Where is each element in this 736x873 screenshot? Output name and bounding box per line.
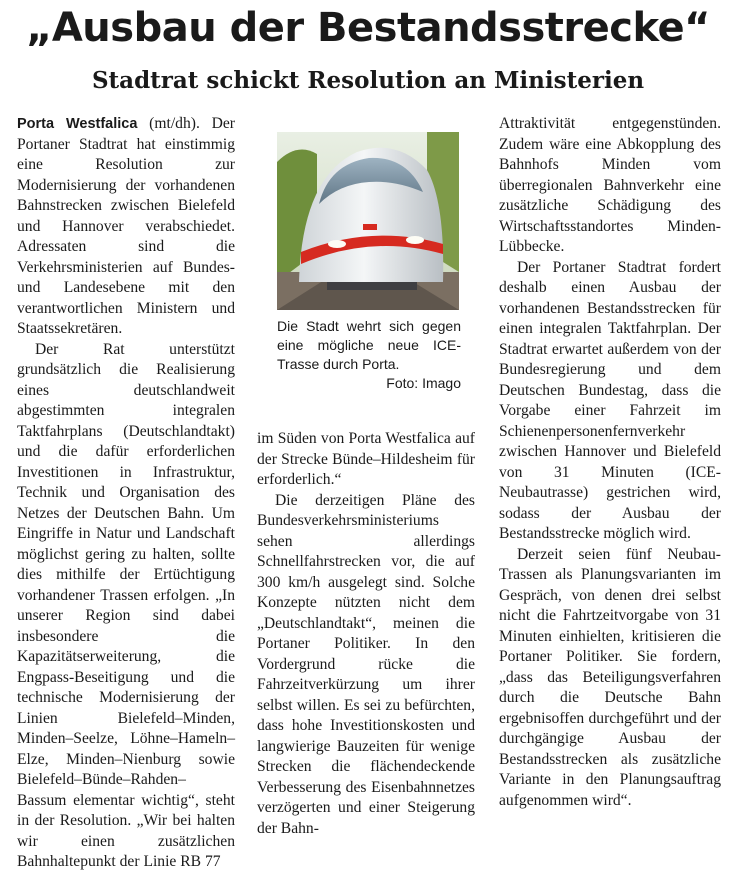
- caption-text: Die Stadt wehrt sich gegen eine mögliche neue ICE-Trasse durch Porta.: [277, 318, 461, 372]
- ice-train-photo: [277, 132, 459, 310]
- article-column-1: [17, 114, 235, 873]
- photo-credit: Foto: Imago: [386, 375, 461, 391]
- headline: „Ausbau der Bestandsstrecke“: [26, 5, 710, 51]
- paragraph: Der Rat unterstützt grundsätzlich die Realisierung eines deutschlandweit abgestimmten integralen Taktfahrplans (Deutschlandtakt) und die dafür erforderlichen Investitionen in Infrastruktur, Technik und Organisation des Netzes der Deutschen Bahn. Um Eingriffe in Natur und Landschaft möglichst gering zu halten, sollte dies mithilfe der Ertüchtigung vorhandener Trassen erfolgen. „In unserer Region sind dabei insbesondere die Kapazitätserweiterung, die Engpass-Beseitigung und die technische Modernisierung der Linien Bielefeld–Minden, Minden–Seelze, Löhne–Hameln–Elze, Minden–Nienburg sowie Bielefeld–Bünde–Rahden–Bassum elementar wichtig“, steht in der Resolution. „Wir bei halten wir einen zusätzlichen Bahnhaltepunkt der Linie RB 77: [17, 340, 235, 870]
- photo-caption: [277, 317, 461, 393]
- paragraph: Attraktivität entgegenstünden. Zudem wäre eine Abkopplung des Bahnhofs Minden vom überregionalen Bahnverkehr eine zusätzliche Schädigung des Wirtschaftsstandortes Minden-Lübbecke.: [499, 115, 721, 255]
- paragraph-text: (mt/dh). Der Portaner Stadtrat hat einstimmig eine Resolution zur Modernisierung der vorhandenen Bahnstrecken zwischen Bielefeld und Hannover verabschiedet. Adressaten sind die Verkehrsministerien auf Bundes- und Landesebene mit den verantwortlichen Ministern und Staatssekretären.: [17, 115, 235, 337]
- article-column-2: [257, 429, 475, 839]
- paragraph: Der Portaner Stadtrat fordert deshalb einen Ausbau der vorhandenen Bestandsstrecken für einen integralen Taktfahrplan. Der Stadtrat erwartet außerdem von der Bundesregierung und dem Deutschen Bundestag, dass die Vorgabe einer Fahrzeit im Schienenpersonenfernverkehr zwischen Hannover und Bielefeld von 31 Minuten (ICE-Neubautrasse) gestrichen wird, sodass der Ausbau der Bestandsstrecke möglich wird.: [499, 258, 721, 542]
- paragraph: [17, 114, 235, 340]
- dateline: Porta Westfalica: [17, 116, 138, 132]
- paragraph: im Süden von Porta Westfalica auf der Strecke Bünde–Hildesheim für erforderlich.“: [257, 430, 475, 488]
- paragraph: Die derzeitigen Pläne des Bundesverkehrsministeriums sehen allerdings Schnellfahrstrecken vor, die auf 300 km/h ausgelegt sind. Solche Konzepte nützten nicht dem „Deutschlandtakt“, meinen die Portaner Politiker. In den Vordergrund rücke die Fahrzeitverkürzung um ihrer selbst willen. Es sei zu befürchten, dass hohe Investitionskosten und langwierige Bauzeiten für wenige Strecken die flächendeckende Verbesserung des Eisenbahnnetzes verzögerten und einer Steigerung der Bahn-: [257, 491, 475, 837]
- ice-train-illustration: [277, 132, 459, 310]
- article-column-3: [499, 114, 721, 811]
- subheadline: Stadtrat schickt Resolution an Ministerien: [91, 67, 645, 94]
- paragraph: Derzeit seien fünf Neubau-Trassen als Planungsvarianten im Gespräch, von denen drei selbst nicht die Fahrtzeitvorgabe von 31 Minuten einhielten, kritisieren die Portaner Politiker. Sie fordern, „dass das Beteiligungsverfahren durch die Deutsche Bahn ergebnisoffen durchgeführt und der durchgängige Ausbau der Bestandsstrecken als zusätzliche Variante in den Planungsauftrag aufgenommen wird“.: [499, 545, 721, 809]
